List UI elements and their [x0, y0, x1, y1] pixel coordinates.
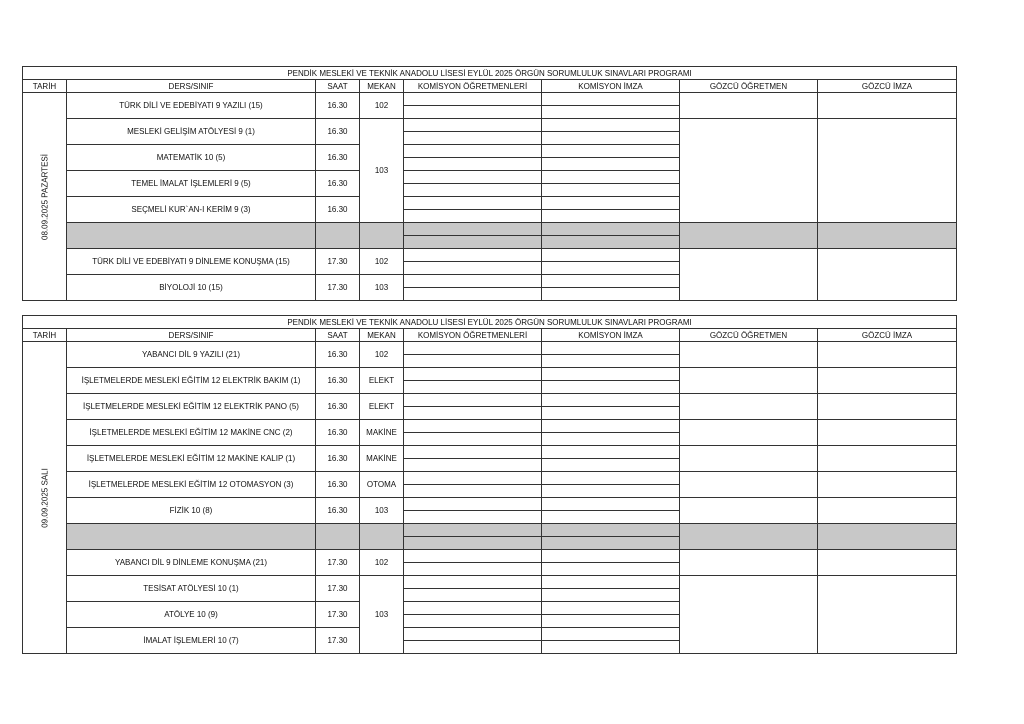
komisyon-imza-cell[interactable] [542, 197, 680, 223]
exam-time: 16.30 [316, 472, 360, 498]
course-name: İŞLETMELERDE MESLEKİ EĞİTİM 12 MAKİNE CNC (2) [67, 420, 316, 446]
komisyon-imza-cell[interactable] [542, 602, 680, 628]
komisyon-ogretmen-cell[interactable] [404, 446, 542, 472]
exam-room: 102 [360, 342, 404, 368]
break-cell [818, 223, 957, 249]
break-row [23, 524, 957, 550]
exam-time: 17.30 [316, 249, 360, 275]
exam-room: MAKİNE [360, 446, 404, 472]
exam-time: 16.30 [316, 93, 360, 119]
exam-time: 16.30 [316, 368, 360, 394]
exam-room: 103 [360, 275, 404, 301]
exam-time: 17.30 [316, 275, 360, 301]
komisyon-imza-cell[interactable] [542, 394, 680, 420]
header-komisyon-imza: KOMİSYON İMZA [542, 329, 680, 342]
exam-time: 16.30 [316, 197, 360, 223]
course-name: İŞLETMELERDE MESLEKİ EĞİTİM 12 ELEKTRİK PANO (5) [67, 394, 316, 420]
exam-schedule-table-day2 [22, 315, 957, 654]
komisyon-ogretmen-cell[interactable] [404, 145, 542, 171]
exam-schedule-table-day1 [22, 66, 957, 301]
break-cell [680, 223, 818, 249]
exam-time: 16.30 [316, 446, 360, 472]
komisyon-ogretmen-cell[interactable] [404, 119, 542, 145]
break-cell [542, 223, 680, 249]
break-cell [680, 524, 818, 550]
break-cell [404, 524, 542, 550]
gozcu-imza-cell[interactable] [818, 550, 957, 576]
gozcu-imza-cell[interactable] [818, 394, 957, 420]
header-tarih: TARİH [23, 80, 67, 93]
date-cell: 09.09.2025 SALI [23, 342, 67, 654]
komisyon-imza-cell[interactable] [542, 576, 680, 602]
komisyon-ogretmen-cell[interactable] [404, 472, 542, 498]
gozcu-ogretmen-cell[interactable] [680, 472, 818, 498]
exam-time: 16.30 [316, 119, 360, 145]
date-cell: 08.09.2025 PAZARTESİ [23, 93, 67, 301]
exam-room: ELEKT [360, 394, 404, 420]
komisyon-ogretmen-cell[interactable] [404, 275, 542, 301]
gozcu-imza-cell[interactable] [818, 472, 957, 498]
exam-time: 17.30 [316, 576, 360, 602]
gozcu-ogretmen-cell[interactable] [680, 394, 818, 420]
gozcu-ogretmen-cell[interactable] [680, 119, 818, 223]
komisyon-ogretmen-cell[interactable] [404, 602, 542, 628]
komisyon-imza-cell[interactable] [542, 368, 680, 394]
gozcu-imza-cell[interactable] [818, 342, 957, 368]
komisyon-ogretmen-cell[interactable] [404, 550, 542, 576]
exam-time: 17.30 [316, 602, 360, 628]
exam-time: 17.30 [316, 550, 360, 576]
komisyon-ogretmen-cell[interactable] [404, 368, 542, 394]
exam-room-merged: 103 [360, 576, 404, 654]
header-mekan: MEKAN [360, 80, 404, 93]
komisyon-ogretmen-cell[interactable] [404, 197, 542, 223]
komisyon-imza-cell[interactable] [542, 119, 680, 145]
break-cell [316, 223, 360, 249]
header-saat: SAAT [316, 329, 360, 342]
gozcu-imza-cell[interactable] [818, 420, 957, 446]
course-name: İŞLETMELERDE MESLEKİ EĞİTİM 12 MAKİNE KALIP (1) [67, 446, 316, 472]
komisyon-ogretmen-cell[interactable] [404, 93, 542, 119]
gozcu-imza-cell[interactable] [818, 446, 957, 472]
course-name: TÜRK DİLİ VE EDEBİYATI 9 YAZILI (15) [67, 93, 316, 119]
komisyon-ogretmen-cell[interactable] [404, 249, 542, 275]
header-gozcu-imza: GÖZCÜ İMZA [818, 329, 957, 342]
gozcu-ogretmen-cell[interactable] [680, 249, 818, 301]
course-name: İŞLETMELERDE MESLEKİ EĞİTİM 12 OTOMASYON (3) [67, 472, 316, 498]
gozcu-ogretmen-cell[interactable] [680, 368, 818, 394]
break-cell [360, 524, 404, 550]
course-name: TEMEL İMALAT İŞLEMLERİ 9 (5) [67, 171, 316, 197]
komisyon-imza-cell[interactable] [542, 145, 680, 171]
header-saat: SAAT [316, 80, 360, 93]
gozcu-imza-cell[interactable] [818, 498, 957, 524]
header-gozcu-ogretmen: GÖZCÜ ÖĞRETMEN [680, 329, 818, 342]
course-name: BİYOLOJİ 10 (15) [67, 275, 316, 301]
komisyon-ogretmen-cell[interactable] [404, 628, 542, 654]
gozcu-ogretmen-cell[interactable] [680, 342, 818, 368]
komisyon-imza-cell[interactable] [542, 628, 680, 654]
break-cell [67, 223, 316, 249]
gozcu-imza-cell[interactable] [818, 249, 957, 301]
break-cell [818, 524, 957, 550]
gozcu-imza-cell[interactable] [818, 368, 957, 394]
komisyon-ogretmen-cell[interactable] [404, 394, 542, 420]
gozcu-ogretmen-cell[interactable] [680, 93, 818, 119]
course-name: TÜRK DİLİ VE EDEBİYATI 9 DİNLEME KONUŞMA (15) [67, 249, 316, 275]
header-komisyon-ogretmenleri: KOMİSYON ÖĞRETMENLERİ [404, 80, 542, 93]
komisyon-imza-cell[interactable] [542, 249, 680, 275]
komisyon-imza-cell[interactable] [542, 342, 680, 368]
gozcu-imza-cell[interactable] [818, 119, 957, 223]
course-name: MATEMATİK 10 (5) [67, 145, 316, 171]
course-name: İŞLETMELERDE MESLEKİ EĞİTİM 12 ELEKTRİK BAKIM (1) [67, 368, 316, 394]
header-komisyon-ogretmenleri: KOMİSYON ÖĞRETMENLERİ [404, 329, 542, 342]
exam-room: 103 [360, 498, 404, 524]
gozcu-ogretmen-cell[interactable] [680, 420, 818, 446]
komisyon-imza-cell[interactable] [542, 446, 680, 472]
break-cell [316, 524, 360, 550]
komisyon-ogretmen-cell[interactable] [404, 498, 542, 524]
komisyon-imza-cell[interactable] [542, 420, 680, 446]
exam-time: 16.30 [316, 394, 360, 420]
header-ders: DERS/SINIF [67, 80, 316, 93]
header-gozcu-imza: GÖZCÜ İMZA [818, 80, 957, 93]
exam-room: ELEKT [360, 368, 404, 394]
header-gozcu-ogretmen: GÖZCÜ ÖĞRETMEN [680, 80, 818, 93]
course-name: İMALAT İŞLEMLERİ 10 (7) [67, 628, 316, 654]
gozcu-ogretmen-cell[interactable] [680, 550, 818, 576]
komisyon-imza-cell[interactable] [542, 275, 680, 301]
exam-room: 102 [360, 93, 404, 119]
gozcu-imza-cell[interactable] [818, 93, 957, 119]
gozcu-ogretmen-cell[interactable] [680, 498, 818, 524]
header-komisyon-imza: KOMİSYON İMZA [542, 80, 680, 93]
exam-time: 16.30 [316, 342, 360, 368]
break-cell [360, 223, 404, 249]
gozcu-ogretmen-cell[interactable] [680, 446, 818, 472]
exam-time: 17.30 [316, 628, 360, 654]
komisyon-imza-cell[interactable] [542, 171, 680, 197]
komisyon-ogretmen-cell[interactable] [404, 171, 542, 197]
komisyon-imza-cell[interactable] [542, 93, 680, 119]
course-name: YABANCI DİL 9 DİNLEME KONUŞMA (21) [67, 550, 316, 576]
course-name: ATÖLYE 10 (9) [67, 602, 316, 628]
komisyon-ogretmen-cell[interactable] [404, 342, 542, 368]
table-title: PENDİK MESLEKİ VE TEKNİK ANADOLU LİSESİ EYLÜL 2025 ÖRGÜN SORUMLULUK SINAVLARI PROGRAMI [23, 316, 957, 329]
break-cell [67, 524, 316, 550]
exam-time: 16.30 [316, 420, 360, 446]
komisyon-imza-cell[interactable] [542, 550, 680, 576]
komisyon-imza-cell[interactable] [542, 472, 680, 498]
gozcu-imza-cell[interactable] [818, 576, 957, 654]
gozcu-ogretmen-cell[interactable] [680, 576, 818, 654]
break-cell [542, 524, 680, 550]
header-tarih: TARİH [23, 329, 67, 342]
break-row [23, 223, 957, 249]
exam-room-merged: 103 [360, 119, 404, 223]
exam-room: OTOMA [360, 472, 404, 498]
exam-room: 102 [360, 249, 404, 275]
course-name: MESLEKİ GELİŞİM ATÖLYESİ 9 (1) [67, 119, 316, 145]
course-name: YABANCI DİL 9 YAZILI (21) [67, 342, 316, 368]
course-name: FİZİK 10 (8) [67, 498, 316, 524]
header-ders: DERS/SINIF [67, 329, 316, 342]
exam-time: 16.30 [316, 171, 360, 197]
header-mekan: MEKAN [360, 329, 404, 342]
komisyon-ogretmen-cell[interactable] [404, 576, 542, 602]
exam-room: MAKİNE [360, 420, 404, 446]
course-name: TESİSAT ATÖLYESİ 10 (1) [67, 576, 316, 602]
course-name: SEÇMELİ KUR`AN-I KERİM 9 (3) [67, 197, 316, 223]
komisyon-imza-cell[interactable] [542, 498, 680, 524]
exam-time: 16.30 [316, 145, 360, 171]
table-title: PENDİK MESLEKİ VE TEKNİK ANADOLU LİSESİ EYLÜL 2025 ÖRGÜN SORUMLULUK SINAVLARI PROGRAMI [23, 67, 957, 80]
exam-room: 102 [360, 550, 404, 576]
komisyon-ogretmen-cell[interactable] [404, 420, 542, 446]
break-cell [404, 223, 542, 249]
exam-time: 16.30 [316, 498, 360, 524]
